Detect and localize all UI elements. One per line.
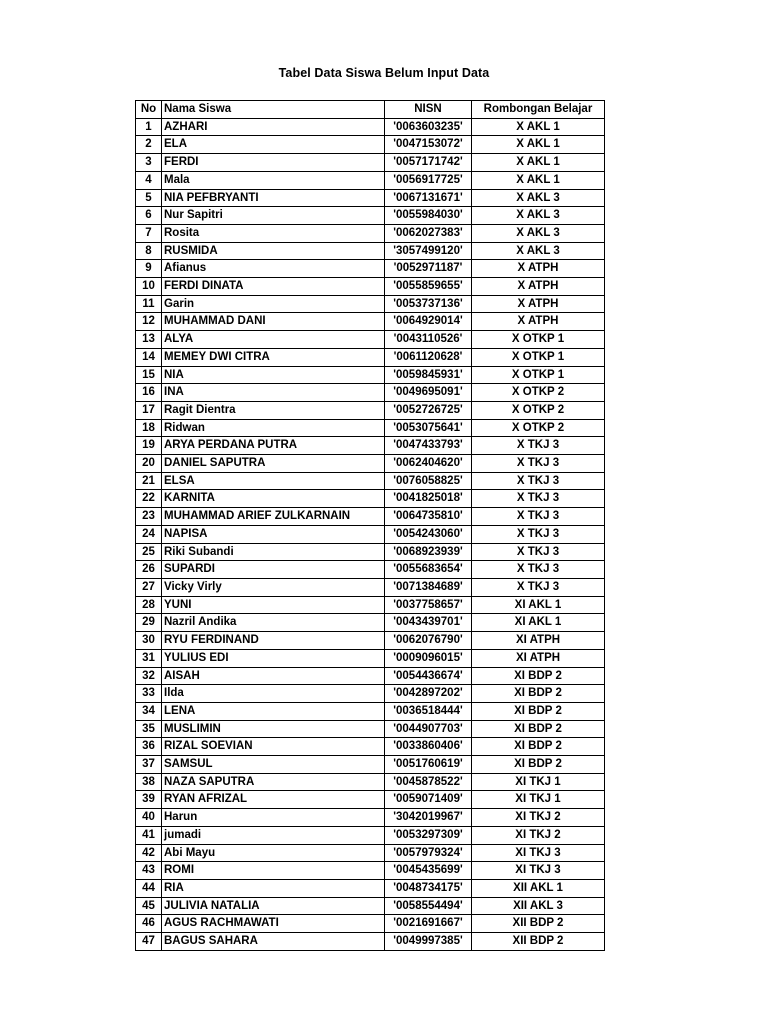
row-number: 24 (136, 525, 162, 543)
student-nisn: '0045435699' (385, 862, 472, 880)
student-rombel: X OTKP 1 (472, 331, 605, 349)
student-name: SAMSUL (162, 756, 385, 774)
row-number: 38 (136, 773, 162, 791)
student-rombel: X AKL 3 (472, 242, 605, 260)
student-nisn: '0048734175' (385, 879, 472, 897)
student-name: AGUS RACHMAWATI (162, 915, 385, 933)
student-name: NAZA SAPUTRA (162, 773, 385, 791)
student-rombel: XI AKL 1 (472, 596, 605, 614)
table-row (136, 313, 605, 331)
row-number: 28 (136, 596, 162, 614)
row-number: 4 (136, 171, 162, 189)
row-number: 8 (136, 242, 162, 260)
table-row (136, 702, 605, 720)
header-nisn: NISN (385, 101, 472, 119)
student-nisn: '0043110526' (385, 331, 472, 349)
table-row (136, 791, 605, 809)
table-row (136, 189, 605, 207)
student-rombel: X AKL 3 (472, 207, 605, 225)
student-rombel: X TKJ 3 (472, 490, 605, 508)
student-name: Afianus (162, 260, 385, 278)
student-nisn: '0071384689' (385, 578, 472, 596)
student-nisn: '0068923939' (385, 543, 472, 561)
student-nisn: '3057499120' (385, 242, 472, 260)
table-row (136, 862, 605, 880)
table-row (136, 738, 605, 756)
row-number: 22 (136, 490, 162, 508)
table-row (136, 614, 605, 632)
table-row (136, 578, 605, 596)
student-nisn: '0049997385' (385, 933, 472, 951)
table-row (136, 154, 605, 172)
student-rombel: XI ATPH (472, 649, 605, 667)
row-number: 36 (136, 738, 162, 756)
student-name: ARYA PERDANA PUTRA (162, 437, 385, 455)
table-row (136, 508, 605, 526)
student-rombel: X TKJ 3 (472, 437, 605, 455)
student-rombel: X TKJ 3 (472, 578, 605, 596)
row-number: 3 (136, 154, 162, 172)
student-name: RIZAL SOEVIAN (162, 738, 385, 756)
student-nisn: '0053737136' (385, 295, 472, 313)
student-rombel: X TKJ 3 (472, 525, 605, 543)
row-number: 20 (136, 455, 162, 473)
student-rombel: X OTKP 1 (472, 348, 605, 366)
table-row (136, 242, 605, 260)
student-rombel: X AKL 3 (472, 224, 605, 242)
student-nisn: '0047433793' (385, 437, 472, 455)
student-rombel: X TKJ 3 (472, 455, 605, 473)
student-name: FERDI (162, 154, 385, 172)
student-rombel: X ATPH (472, 295, 605, 313)
student-name: ROMI (162, 862, 385, 880)
student-name: MUSLIMIN (162, 720, 385, 738)
table-row (136, 260, 605, 278)
row-number: 15 (136, 366, 162, 384)
student-name: AISAH (162, 667, 385, 685)
row-number: 5 (136, 189, 162, 207)
student-name: Ilda (162, 685, 385, 703)
student-name: ELA (162, 136, 385, 154)
table-row (136, 543, 605, 561)
student-nisn: '0057171742' (385, 154, 472, 172)
student-name: ALYA (162, 331, 385, 349)
student-rombel: XI BDP 2 (472, 720, 605, 738)
table-row (136, 295, 605, 313)
table-row (136, 879, 605, 897)
table-row (136, 844, 605, 862)
student-rombel: X TKJ 3 (472, 561, 605, 579)
student-nisn: '0052971187' (385, 260, 472, 278)
table-row (136, 915, 605, 933)
student-rombel: XI TKJ 2 (472, 809, 605, 827)
table-row (136, 897, 605, 915)
table-row (136, 561, 605, 579)
student-rombel: XI AKL 1 (472, 614, 605, 632)
row-number: 30 (136, 632, 162, 650)
row-number: 32 (136, 667, 162, 685)
student-rombel: X AKL 1 (472, 154, 605, 172)
student-rombel: XI TKJ 2 (472, 826, 605, 844)
student-name: Nazril Andika (162, 614, 385, 632)
row-number: 21 (136, 472, 162, 490)
student-nisn: '0053075641' (385, 419, 472, 437)
table-row (136, 649, 605, 667)
row-number: 31 (136, 649, 162, 667)
student-rombel: XI TKJ 1 (472, 791, 605, 809)
student-rombel: X AKL 1 (472, 171, 605, 189)
student-nisn: '0057979324' (385, 844, 472, 862)
student-name: NAPISA (162, 525, 385, 543)
student-rombel: X TKJ 3 (472, 508, 605, 526)
student-nisn: '0055859655' (385, 278, 472, 296)
student-nisn: '0059845931' (385, 366, 472, 384)
row-number: 9 (136, 260, 162, 278)
student-nisn: '0033860406' (385, 738, 472, 756)
table-row (136, 118, 605, 136)
student-nisn: '0054243060' (385, 525, 472, 543)
student-nisn: '0059071409' (385, 791, 472, 809)
student-name: RUSMIDA (162, 242, 385, 260)
student-rombel: X ATPH (472, 313, 605, 331)
student-name: JULIVIA NATALIA (162, 897, 385, 915)
student-rombel: XII AKL 3 (472, 897, 605, 915)
student-nisn: '0055984030' (385, 207, 472, 225)
student-name: Riki Subandi (162, 543, 385, 561)
row-number: 47 (136, 933, 162, 951)
table-row (136, 384, 605, 402)
student-nisn: '0009096015' (385, 649, 472, 667)
table-row (136, 171, 605, 189)
row-number: 37 (136, 756, 162, 774)
row-number: 46 (136, 915, 162, 933)
table-row (136, 826, 605, 844)
table-row (136, 667, 605, 685)
student-rombel: X TKJ 3 (472, 543, 605, 561)
row-number: 41 (136, 826, 162, 844)
student-rombel: X ATPH (472, 260, 605, 278)
student-name: BAGUS SAHARA (162, 933, 385, 951)
student-nisn: '0062027383' (385, 224, 472, 242)
row-number: 35 (136, 720, 162, 738)
student-name: KARNITA (162, 490, 385, 508)
student-nisn: '0041825018' (385, 490, 472, 508)
student-rombel: X OTKP 2 (472, 384, 605, 402)
student-rombel: X ATPH (472, 278, 605, 296)
row-number: 16 (136, 384, 162, 402)
student-name: INA (162, 384, 385, 402)
student-rombel: XI BDP 2 (472, 667, 605, 685)
row-number: 34 (136, 702, 162, 720)
row-number: 7 (136, 224, 162, 242)
student-rombel: XII AKL 1 (472, 879, 605, 897)
row-number: 18 (136, 419, 162, 437)
student-nisn: '0053297309' (385, 826, 472, 844)
page-title: Tabel Data Siswa Belum Input Data (278, 66, 490, 80)
table-row (136, 437, 605, 455)
student-name: SUPARDI (162, 561, 385, 579)
table-row (136, 632, 605, 650)
table-row (136, 490, 605, 508)
student-rombel: XI BDP 2 (472, 756, 605, 774)
student-rombel: X OTKP 2 (472, 401, 605, 419)
table-row (136, 933, 605, 951)
table-row (136, 278, 605, 296)
student-rombel: X TKJ 3 (472, 472, 605, 490)
student-rombel: XI TKJ 1 (472, 773, 605, 791)
table-row (136, 348, 605, 366)
student-name: YUNI (162, 596, 385, 614)
student-nisn: '0037758657' (385, 596, 472, 614)
table-row (136, 366, 605, 384)
student-nisn: '0045878522' (385, 773, 472, 791)
table-body (136, 118, 605, 950)
student-table (135, 100, 605, 951)
student-rombel: X OTKP 1 (472, 366, 605, 384)
row-number: 43 (136, 862, 162, 880)
student-name: NIA (162, 366, 385, 384)
student-name: RYU FERDINAND (162, 632, 385, 650)
table-row (136, 207, 605, 225)
student-nisn: '0064735810' (385, 508, 472, 526)
student-name: YULIUS EDI (162, 649, 385, 667)
student-name: LENA (162, 702, 385, 720)
student-rombel: XI BDP 2 (472, 685, 605, 703)
table-row (136, 809, 605, 827)
table-row (136, 455, 605, 473)
table-row (136, 472, 605, 490)
table-row (136, 224, 605, 242)
student-name: DANIEL SAPUTRA (162, 455, 385, 473)
row-number: 27 (136, 578, 162, 596)
student-name: Ridwan (162, 419, 385, 437)
student-rombel: XII BDP 2 (472, 933, 605, 951)
row-number: 40 (136, 809, 162, 827)
row-number: 17 (136, 401, 162, 419)
student-name: RIA (162, 879, 385, 897)
table-row (136, 136, 605, 154)
table-row (136, 596, 605, 614)
student-name: MEMEY DWI CITRA (162, 348, 385, 366)
student-rombel: XI TKJ 3 (472, 862, 605, 880)
student-name: MUHAMMAD DANI (162, 313, 385, 331)
row-number: 25 (136, 543, 162, 561)
student-nisn: '0056917725' (385, 171, 472, 189)
student-nisn: '0061120628' (385, 348, 472, 366)
student-nisn: '0076058825' (385, 472, 472, 490)
row-number: 19 (136, 437, 162, 455)
student-name: Ragit Dientra (162, 401, 385, 419)
student-name: FERDI DINATA (162, 278, 385, 296)
student-nisn: '0064929014' (385, 313, 472, 331)
student-rombel: XI TKJ 3 (472, 844, 605, 862)
row-number: 26 (136, 561, 162, 579)
student-rombel: X AKL 1 (472, 118, 605, 136)
student-name: Nur Sapitri (162, 207, 385, 225)
row-number: 14 (136, 348, 162, 366)
student-nisn: '0043439701' (385, 614, 472, 632)
student-name: NIA PEFBRYANTI (162, 189, 385, 207)
row-number: 44 (136, 879, 162, 897)
table-row (136, 331, 605, 349)
student-name: Vicky Virly (162, 578, 385, 596)
header-name: Nama Siswa (162, 101, 385, 119)
table-row (136, 525, 605, 543)
student-nisn: '0058554494' (385, 897, 472, 915)
student-nisn: '3042019967' (385, 809, 472, 827)
row-number: 29 (136, 614, 162, 632)
student-nisn: '0047153072' (385, 136, 472, 154)
row-number: 10 (136, 278, 162, 296)
row-number: 2 (136, 136, 162, 154)
student-name: Harun (162, 809, 385, 827)
table-row (136, 419, 605, 437)
student-rombel: XI ATPH (472, 632, 605, 650)
student-nisn: '0054436674' (385, 667, 472, 685)
row-number: 42 (136, 844, 162, 862)
row-number: 33 (136, 685, 162, 703)
student-nisn: '0062404620' (385, 455, 472, 473)
student-rombel: XI BDP 2 (472, 738, 605, 756)
student-rombel: XII BDP 2 (472, 915, 605, 933)
header-no: No (136, 101, 162, 119)
student-nisn: '0051760619' (385, 756, 472, 774)
student-name: Abi Mayu (162, 844, 385, 862)
student-nisn: '0052726725' (385, 401, 472, 419)
row-number: 1 (136, 118, 162, 136)
row-number: 6 (136, 207, 162, 225)
student-nisn: '0067131671' (385, 189, 472, 207)
student-name: jumadi (162, 826, 385, 844)
table-row (136, 401, 605, 419)
student-nisn: '0049695091' (385, 384, 472, 402)
student-name: ELSA (162, 472, 385, 490)
table-row (136, 756, 605, 774)
student-name: RYAN AFRIZAL (162, 791, 385, 809)
student-nisn: '0063603235' (385, 118, 472, 136)
header-rombel: Rombongan Belajar (472, 101, 605, 119)
student-nisn: '0042897202' (385, 685, 472, 703)
student-nisn: '0021691667' (385, 915, 472, 933)
student-name: Garin (162, 295, 385, 313)
table-row (136, 720, 605, 738)
table-row (136, 773, 605, 791)
row-number: 23 (136, 508, 162, 526)
student-name: AZHARI (162, 118, 385, 136)
student-rombel: X AKL 1 (472, 136, 605, 154)
student-name: Mala (162, 171, 385, 189)
student-nisn: '0044907703' (385, 720, 472, 738)
student-rombel: X AKL 3 (472, 189, 605, 207)
student-nisn: '0062076790' (385, 632, 472, 650)
student-rombel: XI BDP 2 (472, 702, 605, 720)
table-header-row (136, 101, 605, 119)
table-row (136, 685, 605, 703)
student-nisn: '0055683654' (385, 561, 472, 579)
row-number: 11 (136, 295, 162, 313)
row-number: 39 (136, 791, 162, 809)
row-number: 45 (136, 897, 162, 915)
student-rombel: X OTKP 2 (472, 419, 605, 437)
student-name: Rosita (162, 224, 385, 242)
row-number: 12 (136, 313, 162, 331)
student-nisn: '0036518444' (385, 702, 472, 720)
row-number: 13 (136, 331, 162, 349)
student-name: MUHAMMAD ARIEF ZULKARNAIN (162, 508, 385, 526)
